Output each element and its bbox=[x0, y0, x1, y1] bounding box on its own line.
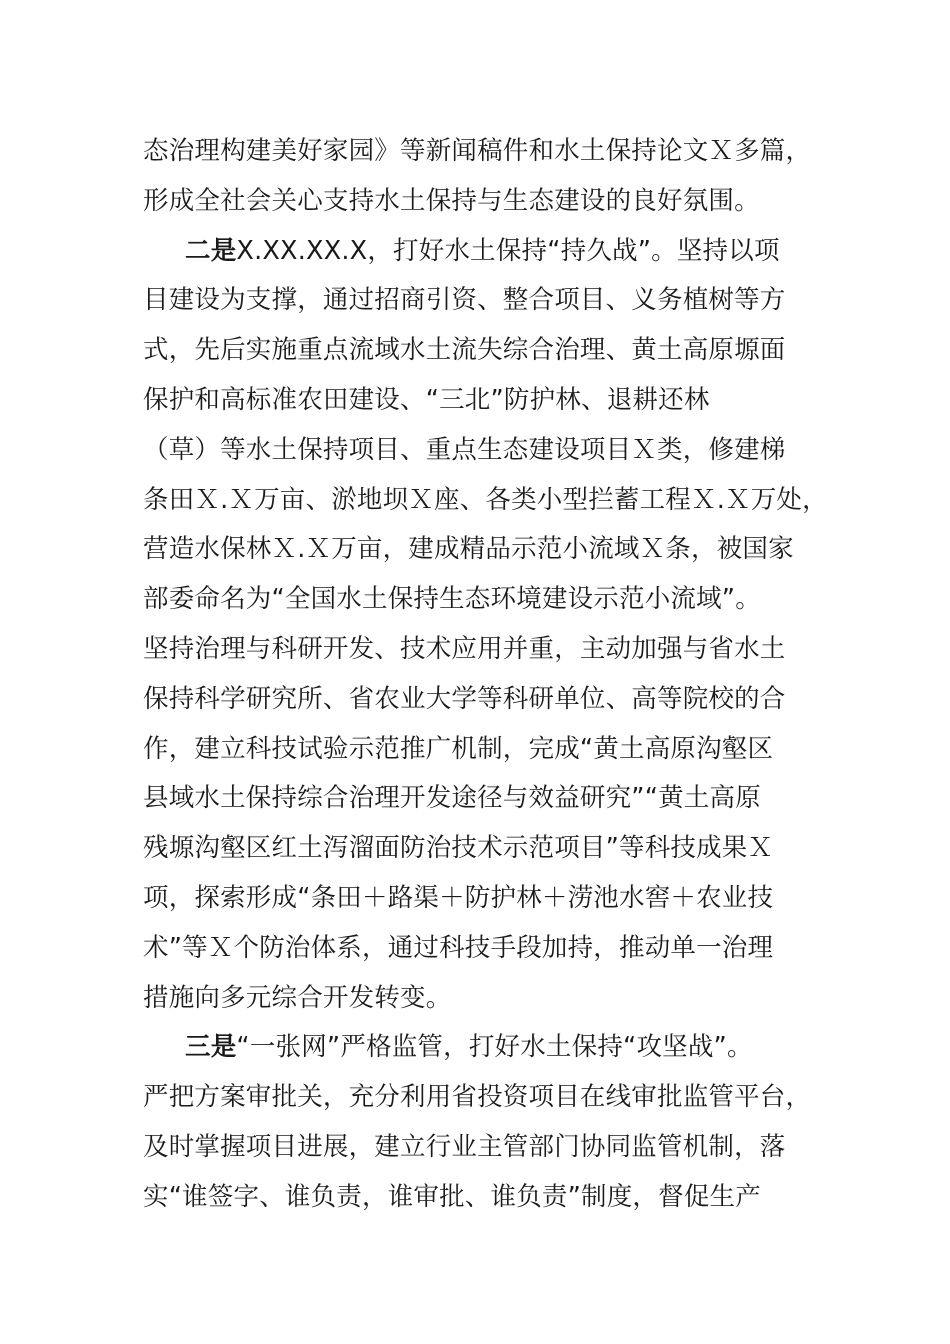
paragraph-lead-text: “一张网”严格监管，打好水土保持“攻坚战”。 bbox=[236, 1032, 753, 1063]
text-line: 态治理构建美好家园》等新闻稿件和水土保持论文Ｘ多篇， bbox=[143, 136, 812, 166]
body-text bbox=[143, 127, 828, 1223]
paragraph-lead-text: X.XX.XX.X，打好水土保持“持久战”。坚持以项 bbox=[236, 235, 780, 266]
text-line: 营造水保林Ｘ.Ｘ万亩，建成精品示范小流域Ｘ条，被国家 bbox=[143, 534, 794, 565]
text-line: 坚持治理与科研开发、技术应用并重，主动加强与省水土 bbox=[143, 633, 786, 664]
text-line: 目建设为支撑，通过招商引资、整合项目、义务植树等方 bbox=[143, 285, 786, 316]
paragraph-lead-line bbox=[143, 227, 813, 277]
text-line: 残塬沟壑区红土泻溜面防治技术示范项目”等科技成果Ｘ bbox=[143, 833, 774, 864]
text-line: 保护和高标准农田建设、“三北”防护林、退耕还林 bbox=[143, 384, 710, 415]
text-line: 及时掌握项目进展，建立行业主管部门协同监管机制，落 bbox=[143, 1131, 786, 1162]
text-line: 保持科学研究所、省农业大学等科研单位、高等院校的合 bbox=[143, 683, 786, 714]
paragraph-lead-bold: 三是 bbox=[185, 1032, 237, 1063]
text-line: 形成全社会关心支持水土保持与生态建设的良好氛围。 bbox=[143, 185, 760, 216]
paragraph-lead-bold: 二是 bbox=[185, 235, 237, 266]
text-line: 项，探索形成“条田＋路渠＋防护林＋涝池水窖＋农业技 bbox=[143, 882, 774, 913]
text-line: 严把方案审批关，充分利用省投资项目在线审批监管平台， bbox=[143, 1082, 812, 1113]
text-line: （草）等水土保持项目、重点生态建设项目Ｘ类，修建梯 bbox=[143, 434, 786, 465]
text-line: 部委命名为“全国水土保持生态环境建设示范小流域”。 bbox=[143, 584, 761, 615]
text-line: 实“谁签字、谁负责，谁审批、谁负责”制度，督促生产 bbox=[143, 1181, 761, 1212]
paragraph-lead-line bbox=[143, 1023, 813, 1073]
text-line: 术”等Ｘ个防治体系，通过科技手段加持，推动单一治理 bbox=[143, 932, 774, 963]
text-line: 条田Ｘ.Ｘ万亩、淤地坝Ｘ座、各类小型拦蓄工程Ｘ.Ｘ万处， bbox=[143, 484, 828, 515]
text-line: 县域水土保持综合治理开发途径与效益研究”“黄土高原 bbox=[143, 783, 761, 814]
text-line: 式，先后实施重点流域水土流失综合治理、黄土高原塬面 bbox=[143, 335, 786, 366]
text-line: 作，建立科技试验示范推广机制，完成“黄土高原沟壑区 bbox=[143, 733, 774, 764]
text-line: 措施向多元综合开发转变。 bbox=[143, 982, 452, 1013]
